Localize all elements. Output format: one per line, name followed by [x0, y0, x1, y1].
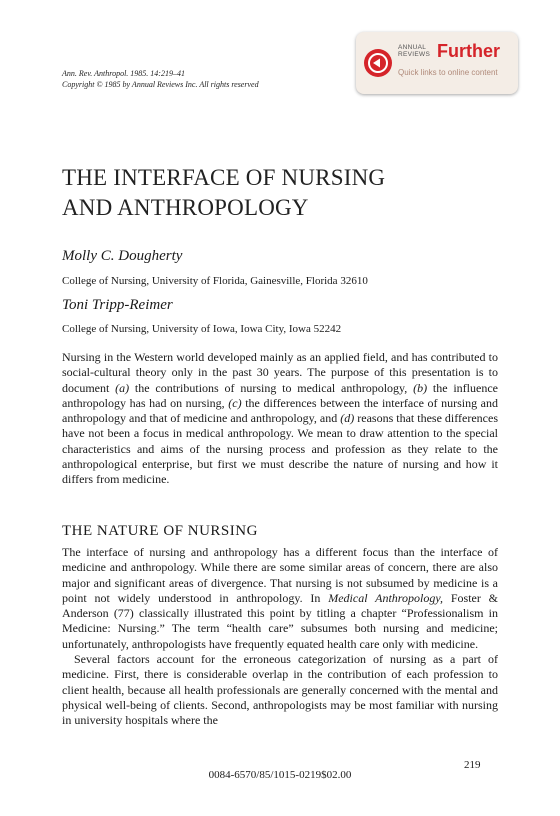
author-name-2: Toni Tripp-Reimer — [62, 297, 173, 313]
section-paragraph-2: Several factors account for the erroneous categorization of nursing as a part of medicine. First, there is considerable overlap in the contribution of each profession to client health, because all health professionals are generally concerned with the mental and physical well-being of clients. Second, anthropologists may be most familiar with nursing in university hospitals where the — [62, 652, 498, 728]
badge-tagline: Quick links to online content — [398, 68, 498, 77]
badge-publisher — [398, 44, 438, 58]
article-code: 0084-6570/85/1015-0219$02.00 — [208, 769, 352, 781]
page-number: 219 — [464, 759, 481, 771]
author-name-1: Molly C. Dougherty — [62, 248, 183, 264]
arrow-left-circle-icon — [364, 49, 392, 77]
journal-citation — [62, 68, 362, 90]
section-heading: THE NATURE OF NURSING — [62, 523, 258, 539]
article-title — [62, 163, 502, 223]
abstract-paragraph: Nursing in the Western world developed mainly as an applied field, and has contributed to social-cultural theory only in the past 30 years. The purpose of this presentation is to document (a) the contributions of nursing to medical anthropology, (b) the influence anthropology has had on nursing, (c) the differences between the interface of nursing and anthropology and that of medicine and anthropology, and (d) reasons that these differences have not been a focus in medical anthropology. We mean to draw attention to the special characteristics and aims of the nursing process and profession as they relate to the anthropological enterprise, but first we must describe the nature of nursing and how it differs from medicine. — [62, 350, 499, 487]
badge-further: Further — [437, 41, 500, 61]
section-body — [62, 545, 498, 729]
annual-reviews-further-badge[interactable] — [356, 32, 518, 94]
citation-line-2: Copyright © 1985 by Annual Reviews Inc. All rights reserved — [62, 80, 259, 89]
title-line-2: AND ANTHROPOLOGY — [62, 195, 309, 220]
badge-reviews: REVIEWS — [398, 51, 431, 58]
author-affiliation-2: College of Nursing, University of Iowa, Iowa City, Iowa 52242 — [62, 323, 342, 335]
author-affiliation-1: College of Nursing, University of Florida, Gainesville, Florida 32610 — [62, 275, 368, 287]
badge-annual: ANNUAL — [398, 44, 427, 51]
citation-line-1: Ann. Rev. Anthropol. 1985. 14:219–41 — [62, 69, 185, 78]
section-paragraph-1: The interface of nursing and anthropology has a different focus than the interface of medicine and anthropology. While there are some similar areas of concern, there are also major and significant areas of divergence. That nursing is not subsumed by medicine is a point not widely understood in anthropology. In Medical Anthropology, Foster & Anderson (77) classically illustrated this point by titling a chapter “Professionalism in Medicine: Nursing.” The term “health care” subsumes both nursing and medicine; unfortunately, anthropologists have frequently equated health care only with medicine. — [62, 545, 498, 651]
title-line-1: THE INTERFACE OF NURSING — [62, 165, 386, 190]
